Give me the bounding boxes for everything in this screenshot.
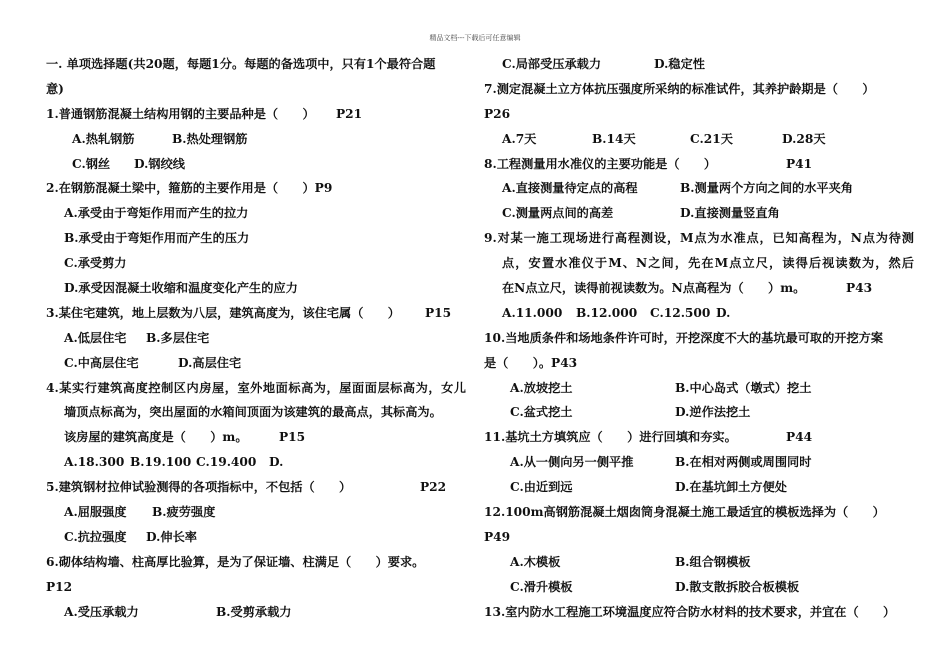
question-text: C.承受剪力	[64, 256, 127, 271]
text-line	[484, 500, 914, 525]
answer-option: D.散支散拆胶合板模板	[675, 579, 800, 594]
answer-option: A.受压承载力	[64, 604, 139, 619]
text-line	[484, 351, 914, 376]
answer-option: A.低层住宅	[64, 330, 127, 345]
question-text: 10.当地质条件和场地条件许可时，开挖深度不大的基坑最可取的开挖方案	[484, 330, 884, 345]
answer-option: B.组合钢模板	[675, 554, 751, 569]
answer-option: D.直接测量竖直角	[680, 206, 780, 221]
question-text: 8.工程测量用水准仪的主要功能是（ ）	[484, 156, 717, 171]
question-text: 6.砌体结构墙、柱高厚比验算，是为了保证墙、柱满足（ ）要求。	[46, 554, 425, 569]
question-text: 是（ ）。P43	[484, 355, 578, 370]
page-reference: P21	[336, 106, 363, 121]
options-line	[484, 52, 914, 77]
page-reference: P22	[420, 480, 447, 495]
options-line	[484, 400, 914, 425]
answer-option: A.木模板	[510, 554, 561, 569]
text-line	[46, 226, 466, 251]
answer-option: B.19.100	[130, 455, 192, 470]
options-line	[484, 127, 914, 152]
text-line	[46, 301, 466, 326]
answer-option: D.逆作法挖土	[675, 405, 751, 420]
answer-option: C.滑升模板	[510, 579, 573, 594]
text-line	[484, 326, 914, 351]
options-line	[46, 500, 466, 525]
options-line	[484, 475, 914, 500]
answer-option: B.受剪承载力	[216, 604, 292, 619]
options-line	[46, 351, 466, 376]
answer-option: C.19.400	[196, 455, 257, 470]
answer-option: D.稳定性	[654, 57, 705, 71]
question-text: P12	[46, 579, 73, 594]
options-line	[484, 301, 914, 326]
text-line	[46, 575, 466, 600]
right-column	[484, 52, 914, 624]
question-text: 在N点立尺，读得前视读数为。N点高程为（ ）m。	[502, 281, 806, 296]
question-text: P26	[484, 106, 511, 121]
answer-option: C.盆式挖土	[510, 405, 573, 420]
answer-option: D.伸长率	[146, 529, 197, 544]
question-text: P49	[484, 529, 511, 544]
text-line	[46, 251, 466, 276]
answer-option: C.由近到远	[510, 480, 573, 495]
answer-option: D.28天	[782, 131, 826, 146]
page-reference: P15	[279, 430, 306, 445]
answer-option: D.高层住宅	[178, 355, 242, 370]
text-line	[46, 52, 466, 77]
answer-option: C.局部受压承载力	[502, 57, 602, 71]
question-text: 4.某实行建筑高度控制区内房屋，室外地面标高为，屋面面层标高为，女儿	[46, 380, 466, 395]
page-reference: P43	[846, 281, 873, 296]
answer-option: A.从一侧向另一侧平推	[510, 455, 634, 470]
options-line	[484, 575, 914, 600]
question-text: 墙顶点标高为，突出屋面的水箱间顶面为该建筑的最高点，其标高为。	[64, 405, 442, 420]
question-text: 7.测定混凝土立方体抗压强度所采纳的标准试件，其养护龄期是（ ）	[484, 81, 875, 96]
text-line	[484, 276, 914, 301]
answer-option: B.14天	[592, 131, 636, 146]
options-line	[484, 201, 914, 226]
answer-option: C.21天	[690, 131, 733, 146]
answer-option: D.在基坑卸土方便处	[675, 480, 787, 495]
page-reference: P44	[786, 430, 813, 445]
answer-option: B.在相对两侧或周围同时	[675, 455, 812, 470]
question-text: 意)	[46, 81, 64, 96]
answer-option: D.钢绞线	[134, 156, 185, 171]
text-line	[484, 152, 914, 177]
text-line	[46, 201, 466, 226]
question-text: 一. 单项选择题(共20题，每题1分。每题的备选项中，只有1个最符合题	[46, 57, 436, 71]
question-text: 13.室内防水工程施工环境温度应符合防水材料的技术要求，并宜在（ ）	[484, 604, 896, 619]
question-text: 11.基坑土方填筑应（ ）进行回填和夯实。	[484, 430, 737, 445]
question-text: 3.某住宅建筑，地上层数为八层，建筑高度为，该住宅属（ ）	[46, 305, 400, 320]
page-reference: P15	[425, 305, 452, 320]
answer-option: B.12.000	[576, 305, 638, 320]
answer-option: D.	[269, 455, 284, 470]
answer-option: A.18.300	[64, 455, 125, 470]
question-text: 9.对某一施工现场进行高程测设，M点为水准点，已知高程为，N点为待测	[484, 231, 914, 246]
text-line	[46, 400, 466, 425]
question-text: 12.100m高钢筋混凝土烟囱筒身混凝土施工最适宜的模板选择为（ ）	[484, 505, 885, 520]
answer-option: B.测量两个方向之间的水平夹角	[680, 181, 853, 196]
answer-option: A.放坡挖土	[510, 380, 573, 395]
question-text: 5.建筑钢材拉伸试验测得的各项指标中，不包括（ ）	[46, 480, 352, 495]
question-text: D.承受因混凝土收缩和温度变化产生的应力	[64, 281, 298, 296]
options-line	[46, 600, 466, 625]
answer-option: B.中心岛式（墩式）挖土	[675, 380, 812, 395]
question-text: 1.普通钢筋混凝土结构用钢的主要品种是（ ）	[46, 106, 315, 121]
answer-option: C.12.500	[650, 305, 711, 320]
text-line	[46, 176, 466, 201]
options-line	[46, 127, 466, 152]
text-line	[46, 550, 466, 575]
options-line	[46, 525, 466, 550]
answer-option: A.热轧钢筋	[72, 131, 135, 146]
left-column	[46, 52, 466, 624]
options-line	[46, 152, 466, 177]
answer-option: A.屈服强度	[64, 505, 127, 520]
text-line	[484, 425, 914, 450]
question-text: 点，安置水准仪于M、N之间，先在M点立尺，读得后视读数为，然后	[502, 256, 914, 271]
answer-option: C.中高层住宅	[64, 355, 139, 370]
answer-option: B.热处理钢筋	[172, 131, 248, 146]
text-line	[484, 600, 914, 625]
text-line	[484, 102, 914, 127]
options-line	[484, 176, 914, 201]
options-line	[484, 376, 914, 401]
page-header: 精品文档---下载后可任意编辑	[429, 34, 521, 42]
text-line	[484, 226, 914, 251]
text-line	[46, 425, 466, 450]
options-line	[484, 450, 914, 475]
text-line	[484, 525, 914, 550]
answer-option: C.钢丝	[72, 156, 111, 171]
options-line	[46, 326, 466, 351]
text-line	[46, 376, 466, 401]
options-line	[46, 450, 466, 475]
answer-option: D.	[716, 305, 731, 320]
question-text: 该房屋的建筑高度是（ ）m。	[64, 430, 248, 445]
question-text: B.承受由于弯矩作用而产生的压力	[64, 231, 250, 246]
options-line	[484, 550, 914, 575]
text-line	[46, 276, 466, 301]
answer-option: C.抗拉强度	[64, 529, 127, 544]
answer-option: C.测量两点间的高差	[502, 206, 614, 221]
page-reference: P41	[786, 156, 813, 171]
answer-option: A.11.000	[502, 305, 563, 320]
answer-option: A.7天	[502, 131, 537, 146]
answer-option: B.疲劳强度	[152, 505, 216, 520]
text-line	[46, 102, 466, 127]
answer-option: A.直接测量待定点的高程	[502, 181, 638, 196]
text-line	[484, 77, 914, 102]
text-line	[46, 77, 466, 102]
text-line	[484, 251, 914, 276]
answer-option: B.多层住宅	[146, 330, 210, 345]
text-line	[46, 475, 466, 500]
question-text: A.承受由于弯矩作用而产生的拉力	[64, 206, 249, 221]
question-text: 2.在钢筋混凝土梁中，箍筋的主要作用是（ ）P9	[46, 181, 333, 196]
